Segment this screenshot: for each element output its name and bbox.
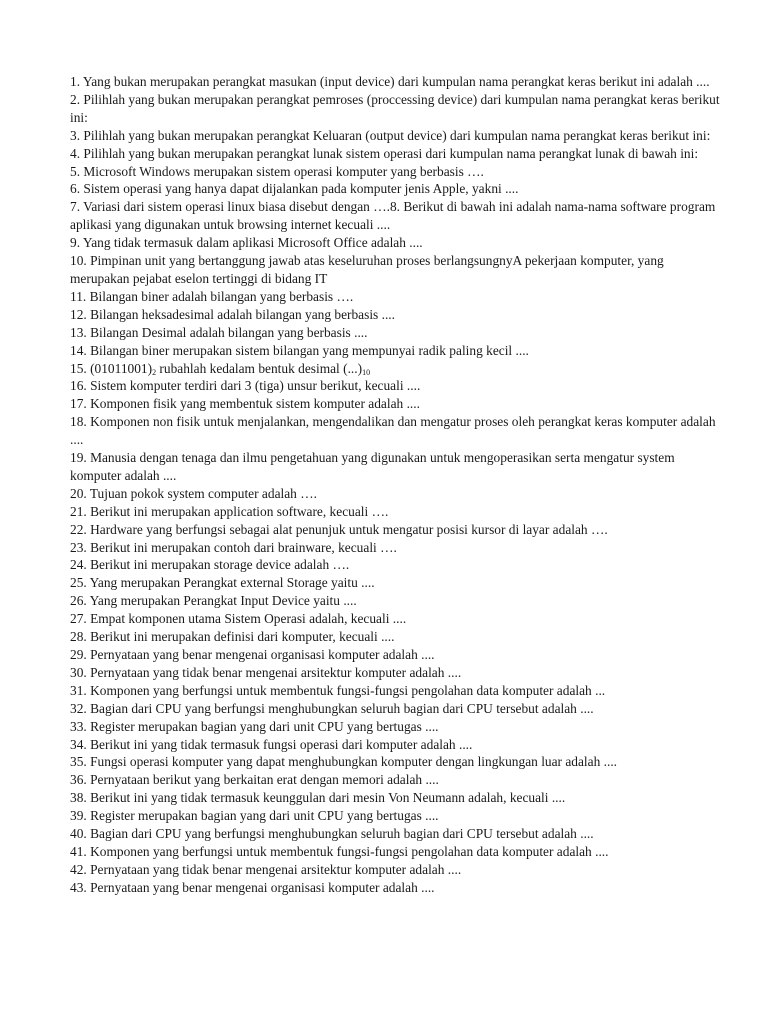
question-32: 32. Bagian dari CPU yang berfungsi menghubungkan seluruh bagian dari CPU tersebut adalah .... — [70, 700, 594, 716]
question-15-base-10: 10 — [362, 367, 371, 377]
question-3: 3. Pilihlah yang bukan merupakan perangkat Keluaran (output device) dari kumpulan nama perangkat keras berikut ini: — [70, 127, 711, 143]
question-41: 41. Komponen yang berfungsi untuk membentuk fungsi-fungsi pengolahan data komputer adalah .... — [70, 843, 609, 859]
document-page — [70, 73, 720, 897]
question-15-text-2: rubahlah kedalam bentuk desimal (...) — [156, 360, 363, 376]
question-18: 18. Komponen non fisik untuk menjalankan, mengendalikan dan mengatur proses oleh perangkat keras komputer adalah .... — [70, 414, 716, 448]
question-28: 28. Berikut ini merupakan definisi dari komputer, kecuali .... — [70, 629, 395, 645]
question-14: 14. Bilangan biner merupakan sistem bilangan yang mempunyai radik paling kecil .... — [70, 342, 529, 358]
question-31: 31. Komponen yang berfungsi untuk membentuk fungsi-fungsi pengolahan data komputer adalah ... — [70, 682, 606, 698]
question-13: 13. Bilangan Desimal adalah bilangan yang berbasis .... — [70, 324, 368, 340]
question-16: 16. Sistem komputer terdiri dari 3 (tiga) unsur berikut, kecuali .... — [70, 378, 421, 394]
question-36: 36. Pernyataan berikut yang berkaitan erat dengan memori adalah .... — [70, 772, 439, 788]
question-43: 43. Pernyataan yang benar mengenai organisasi komputer adalah .... — [70, 879, 435, 895]
question-11: 11. Bilangan biner adalah bilangan yang berbasis …. — [70, 288, 354, 304]
question-29: 29. Pernyataan yang benar mengenai organisasi komputer adalah .... — [70, 647, 435, 662]
question-26: 26. Yang merupakan Perangkat Input Device yaitu .... — [70, 593, 357, 609]
question-34: 34. Berikut ini yang tidak termasuk fungsi operasi dari komputer adalah .... — [70, 736, 473, 752]
question-17: 17. Komponen fisik yang membentuk sistem komputer adalah .... — [70, 396, 420, 412]
question-15-base-2: 2 — [152, 367, 157, 377]
question-24: 24. Berikut ini merupakan storage device adalah …. — [70, 557, 350, 573]
question-12: 12. Bilangan heksadesimal adalah bilangan yang berbasis .... — [70, 306, 396, 322]
question-22: 22. Hardware yang berfungsi sebagai alat penunjuk untuk mengatur posisi kursor di layar adalah …. — [70, 521, 608, 537]
question-40: 40. Bagian dari CPU yang berfungsi menghubungkan seluruh bagian dari CPU tersebut adalah .... — [70, 826, 594, 842]
question-9: 9. Yang tidak termasuk dalam aplikasi Microsoft Office adalah .... — [70, 235, 423, 251]
question-30: 30. Pernyataan yang tidak benar mengenai arsitektur komputer adalah .... — [70, 664, 462, 680]
question-27: 27. Empat komponen utama Sistem Operasi adalah, kecuali .... — [70, 611, 407, 627]
question-19: 19. Manusia dengan tenaga dan ilmu pengetahuan yang digunakan untuk mengoperasikan serta mengatur system komputer adalah .... — [70, 450, 675, 483]
question-23: 23. Berikut ini merupakan contoh dari brainware, kecuali …. — [70, 539, 397, 555]
question-33: 33. Register merupakan bagian yang dari unit CPU yang bertugas .... — [70, 718, 439, 734]
question-15-text: 15. (01011001) — [70, 360, 153, 376]
question-35: 35. Fungsi operasi komputer yang dapat menghubungkan komputer dengan lingkungan luar adalah .... — [70, 754, 618, 770]
question-21: 21. Berikut ini merupakan application software, kecuali …. — [70, 503, 389, 519]
question-25: 25. Yang merupakan Perangkat external Storage yaitu .... — [70, 575, 375, 591]
question-7-8: 7. Variasi dari sistem operasi linux biasa disebut dengan ….8. Berikut di bawah ini adalah nama-nama software program aplikasi yang digunakan untuk browsing internet kecuali .... — [70, 199, 716, 233]
question-20: 20. Tujuan pokok system computer adalah …. — [70, 485, 317, 501]
question-15 — [70, 360, 720, 378]
question-42: 42. Pernyataan yang tidak benar mengenai arsitektur komputer adalah .... — [70, 861, 462, 877]
question-1: 1. Yang bukan merupakan perangkat masukan (input device) dari kumpulan nama perangkat keras berikut ini adalah .... — [70, 74, 710, 89]
question-5: 5. Microsoft Windows merupakan sistem operasi komputer yang berbasis …. — [70, 163, 484, 179]
question-4: 4. Pilihlah yang bukan merupakan perangkat lunak sistem operasi dari kumpulan nama perangkat lunak di bawah ini: — [70, 145, 699, 161]
question-6: 6. Sistem operasi yang hanya dapat dijalankan pada komputer jenis Apple, yakni .... — [70, 181, 519, 197]
question-38: 38. Berikut ini yang tidak termasuk keunggulan dari mesin Von Neumann adalah, kecuali .... — [70, 790, 566, 806]
question-2: 2. Pilihlah yang bukan merupakan perangkat pemroses (proccessing device) dari kumpulan nama perangkat keras berikut ini: — [70, 91, 720, 125]
question-39: 39. Register merupakan bagian yang dari unit CPU yang bertugas .... — [70, 808, 439, 824]
question-10: 10. Pimpinan unit yang bertanggung jawab atas keseluruhan proses berlangsungnyA pekerjaan komputer, yang merupakan pejabat eselon tertinggi di bidang IT — [70, 253, 664, 286]
